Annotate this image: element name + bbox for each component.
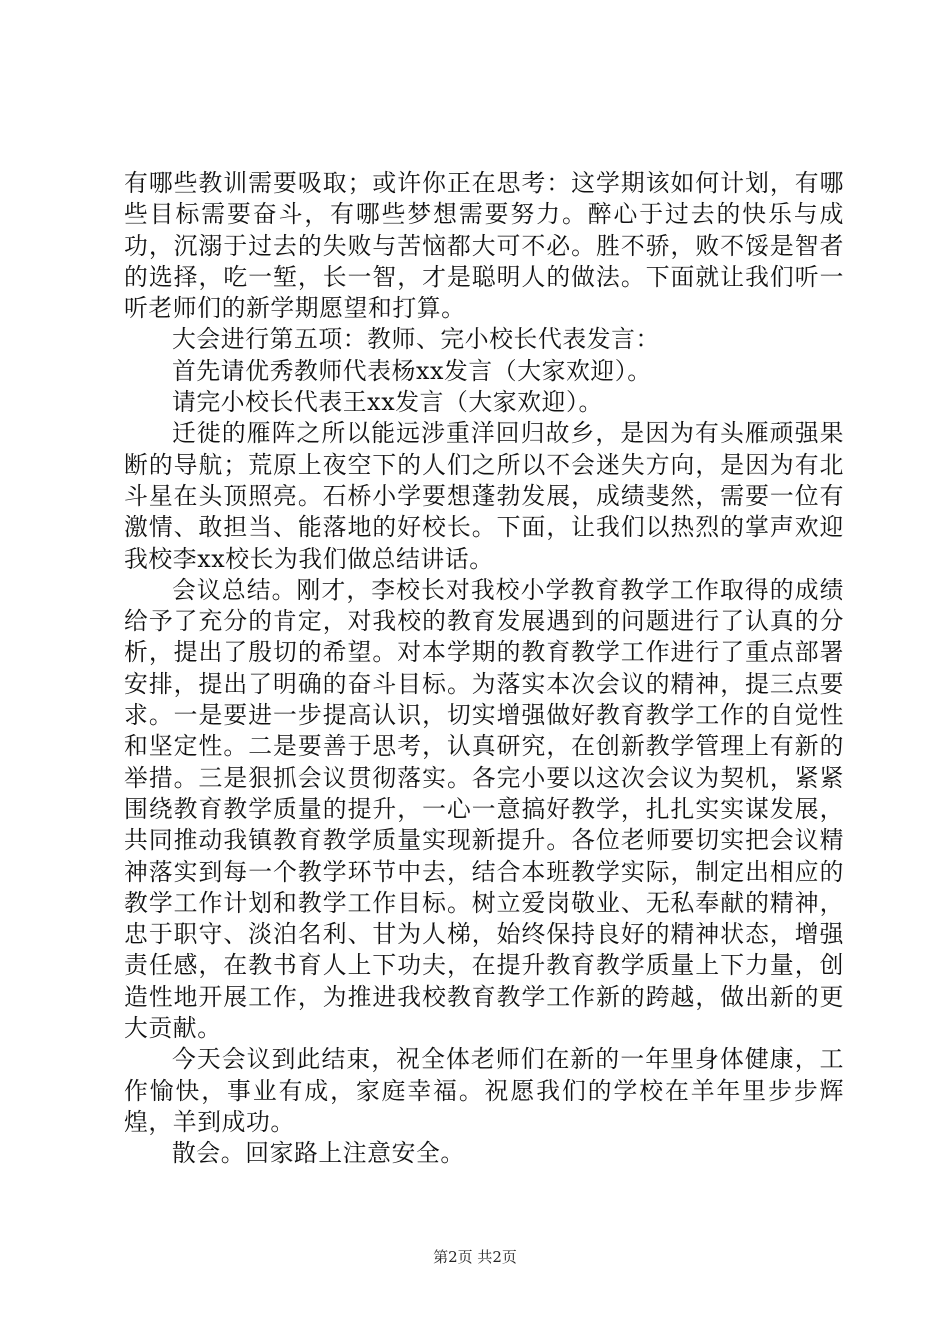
document-body	[124, 168, 844, 1170]
paragraph-agenda-item-five: 大会进行第五项：教师、完小校长代表发言：	[172, 325, 660, 354]
paragraph-introduce-principal: 迁徙的雁阵之所以能远涉重洋回归故乡，是因为有头雁顽强果断的导航；荒原上夜空下的人们之所以不会迷失方向，是因为有北斗星在头顶照亮。石桥小学要想蓬勃发展，成绩斐然，需要一位有激情、敢担当、能落地的好校长。下面，让我们以热烈的掌声欢迎我校李xx校长为我们做总结讲话。	[124, 419, 844, 573]
paragraph-continuation: 有哪些教训需要吸取；或许你正在思考：这学期该如何计划，有哪些目标需要奋斗，有哪些梦想需要努力。醉心于过去的快乐与成功，沉溺于过去的失败与苦恼都大可不必。胜不骄，败不馁是智者的选择，吃一堑，长一智，才是聪明人的做法。下面就让我们听一听老师们的新学期愿望和打算。	[124, 169, 844, 323]
paragraph-meeting-summary: 会议总结。刚才，李校长对我校小学教育教学工作取得的成绩给予了充分的肯定，对我校的教育发展遇到的问题进行了认真的分析，提出了殷切的希望。对本学期的教育教学工作进行了重点部署安排，提出了明确的奋斗目标。为落实本次会议的精神，提三点要求。一是要进一步提高认识，切实增强做好教育教学工作的自觉性和坚定性。二是要善于思考，认真研究，在创新教学管理上有新的举措。三是狠抓会议贯彻落实。各完小要以这次会议为契机，紧紧围绕教育教学质量的提升，一心一意搞好教学，扎扎实实谋发展，共同推动我镇教育教学质量实现新提升。各位老师要切实把会议精神落实到每一个教学环节中去，结合本班教学实际，制定出相应的教学工作计划和教学工作目标。树立爱岗敬业、无私奉献的精神，忠于职守、淡泊名利、甘为人梯，始终保持良好的精神状态，增强责任感，在教书育人上下功夫，在提升教育教学质量上下力量，创造性地开展工作，为推进我校教育教学工作新的跨越，做出新的更大贡献。	[124, 575, 844, 1043]
page-number-footer: 第2页 共2页	[433, 1248, 517, 1266]
paragraph-principal-speech: 请完小校长代表王xx发言（大家欢迎）。	[172, 388, 603, 417]
paragraph-adjourn: 散会。回家路上注意安全。	[172, 1139, 465, 1168]
paragraph-teacher-speech: 首先请优秀教师代表杨xx发言（大家欢迎）。	[172, 356, 652, 385]
paragraph-closing-wishes: 今天会议到此结束，祝全体老师们在新的一年里身体健康，工作愉快，事业有成，家庭幸福。祝愿我们的学校在羊年里步步辉煌，羊到成功。	[124, 1045, 844, 1136]
